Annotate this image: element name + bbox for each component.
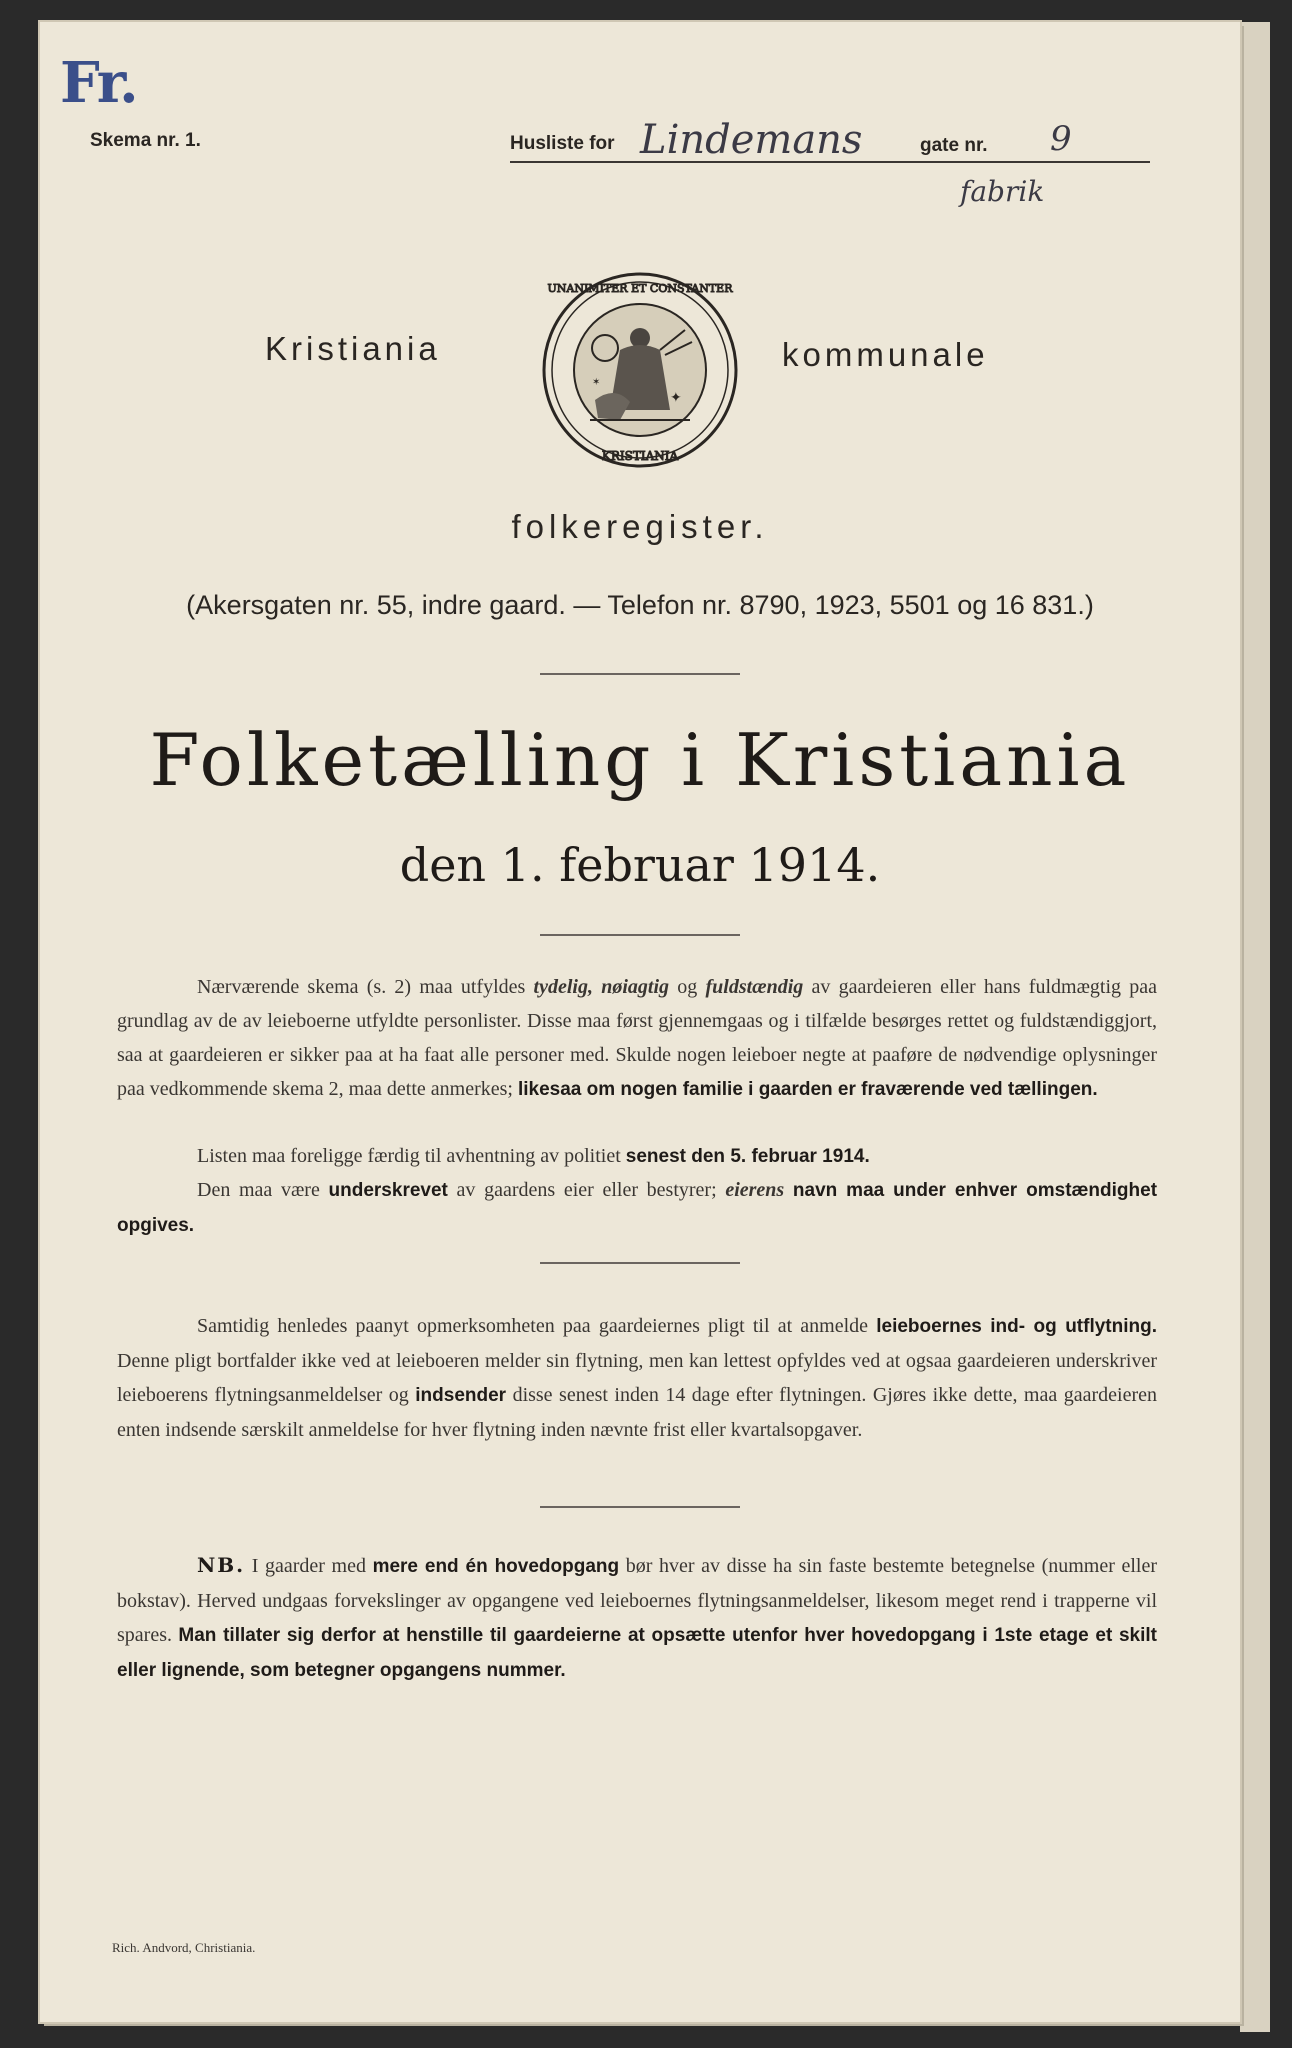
instruction-paragraph: Nærværende skema (s. 2) maa utfyldes tydelig, nøiagtig og fuldstændig av gaardeieren eller hans fuldmægtig paa grundlag av de av leieboerne utfyldte personlister. Disse maa først gjennemgaas og i tilfælde besørges rettet og fuldstændiggjort, saa at gaardeieren er sikker paa at ha faat alle personer med. Skulde nogen leieboer negte at paaføre de nødvendige oplysninger paa vedkommende skema 2, maa dette anmerkes; likesaa om nogen familie i gaarden er fraværende ved tællingen. xyxy=(117,976,1158,1100)
husliste-label: Husliste for xyxy=(510,133,615,154)
printer-credit: Rich. Andvord, Christiania. xyxy=(112,1940,256,1955)
page-subtitle: den 1. februar 1914. xyxy=(399,838,881,892)
schema-number: Skema nr. 1. xyxy=(90,130,201,151)
divider xyxy=(540,673,740,675)
gate-label: gate nr. xyxy=(920,135,988,156)
svg-text:✶: ✶ xyxy=(592,377,601,388)
divider xyxy=(540,1506,740,1508)
register-title: folkeregister. xyxy=(511,508,769,545)
page-title: Folketælling i Kristiania xyxy=(149,718,1131,802)
corner-mark: Fr. xyxy=(60,50,137,116)
page-edge xyxy=(1240,22,1270,2032)
svg-text:UNANIMITER ET CONSTANTER: UNANIMITER ET CONSTANTER xyxy=(547,282,733,295)
street-name-handwritten: Lindemans xyxy=(640,117,863,163)
husliste-line xyxy=(510,117,1150,163)
house-number-handwritten: 9 xyxy=(1050,119,1072,159)
divider xyxy=(540,934,740,936)
deadline-paragraph: Listen maa foreligge færdig til avhentning av politiet senest den 5. februar 1914. xyxy=(197,1145,870,1167)
svg-text:✦: ✦ xyxy=(670,391,682,406)
register-address: (Akersgaten nr. 55, indre gaard. — Telefon nr. 8790, 1923, 5501 og 16 831.) xyxy=(186,590,1094,620)
letterhead-left: Kristiania xyxy=(265,330,441,367)
divider xyxy=(540,1262,740,1264)
handwritten-note: fabrik xyxy=(960,175,1045,208)
signature-paragraph: Den maa være underskrevet av gaardens eier eller bestyrer; eierens navn maa under enhver omstændighet opgives. xyxy=(117,1179,1158,1236)
letterhead-right: kommunale xyxy=(782,336,989,373)
svg-text:KRISTIANIA: KRISTIANIA xyxy=(601,449,679,463)
nb-paragraph: NB. I gaarder med mere end én hovedopgang bør hver av disse ha sin faste bestemte betegnelse (nummer eller bokstav). Herved undgaas forvekslinger av opgangene ved leieboernes flytningsanmeldelser, likesom meget rend i trapperne vil spares. Man tillater sig derfor at henstille til gaardeierne at opsætte utenfor hver hovedopgang i 1ste etage et skilt eller lignende, som betegner opgangens nummer. xyxy=(117,1553,1158,1681)
city-seal xyxy=(520,270,760,470)
moving-notice-paragraph: Samtidig henledes paanyt opmerksomheten paa gaardeiernes pligt til at anmelde leieboernes ind- og utflytning. Denne pligt bortfalder ikke ved at leieboeren melder sin flytning, men kan lettest opfyldes ved at ogsaa gaardeieren underskriver leieboerens flytningsanmeldelser og indsender disse senest inden 14 dage efter flytningen. Gjøres ikke dette, maa gaardeieren enten indsende særskilt anmeldelse for hver flytning inden nævnte frist eller kvartalsopgaver. xyxy=(117,1315,1158,1441)
